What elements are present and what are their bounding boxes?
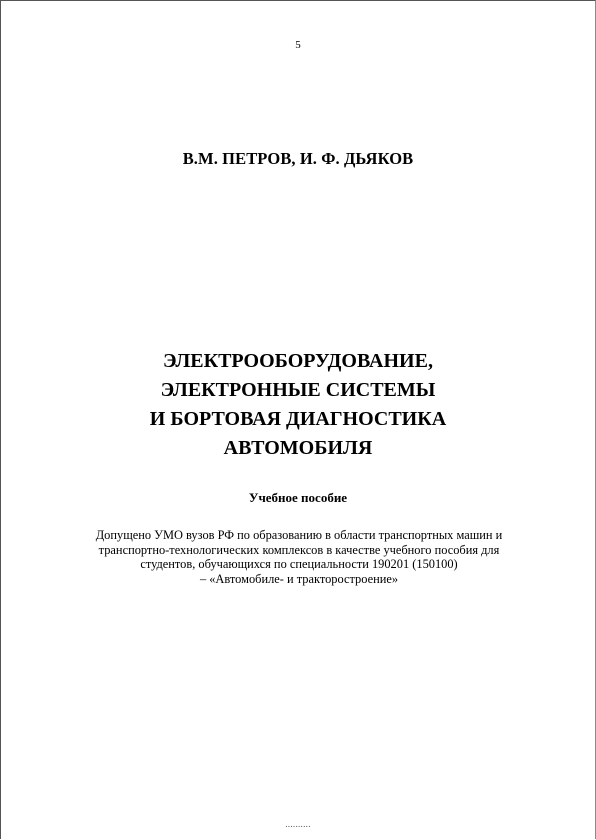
page-number: 5: [295, 39, 301, 51]
approval-line: – «Автомобиле- и тракторостроение»: [199, 571, 399, 586]
approval-statement: [61, 528, 537, 586]
bottom-marker: ..........: [285, 819, 311, 829]
title-line: АВТОМОБИЛЯ: [223, 437, 373, 459]
authors: В.М. ПЕТРОВ, И. Ф. ДЬЯКОВ: [182, 149, 414, 168]
book-title: [1, 347, 595, 463]
book-subtitle: Учебное пособие: [248, 490, 348, 505]
approval-line: студентов, обучающихся по специальности 190201 (150100): [140, 557, 458, 572]
title-line: ЭЛЕКТРООБОРУДОВАНИЕ,: [163, 350, 433, 372]
approval-line: транспортно-технологических комплексов в качестве учебного пособия для: [98, 542, 500, 557]
approval-line: Допущено УМО вузов РФ по образованию в области транспортных машин и: [95, 528, 503, 542]
title-line: И БОРТОВАЯ ДИАГНОСТИКА: [149, 408, 447, 430]
title-line: ЭЛЕКТРОННЫЕ СИСТЕМЫ: [160, 379, 436, 401]
